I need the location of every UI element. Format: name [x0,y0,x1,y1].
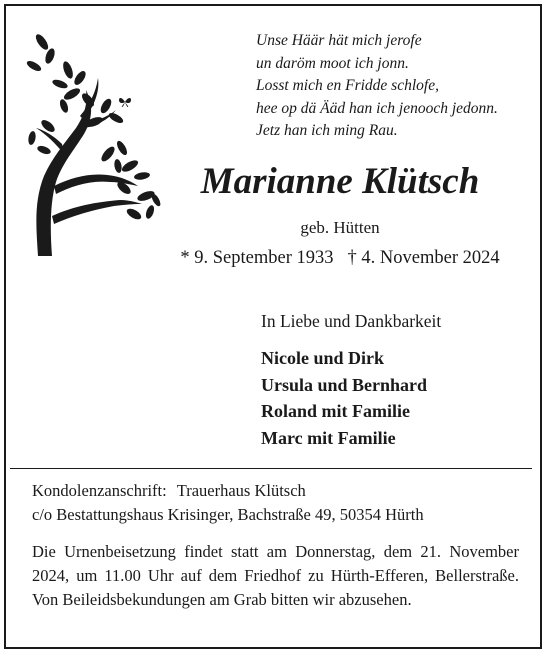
poem-line: Losst mich en Fridde schlofe, [256,77,439,94]
mourner-entry: Ursula und Bernhard [261,374,428,395]
tree-with-leaves-icon [24,26,164,258]
birth-date: * 9. September 1933 [180,248,334,268]
funeral-notice: Die Urnenbeisetzung findet statt am Donnerstag, dem 21. November 2024, um 11.00 Uhr auf dem Friedhof zu Hürth-Efferen, Bellerstraße. Von Beileidsbekundungen am Grab bitten wir abzusehen. [32,542,519,609]
maiden-name: geb. Hütten [300,218,380,237]
condolence-recipient: Trauerhaus Klütsch [176,481,306,500]
condolence-address [32,479,512,527]
poem-line: Unse Häär hät mich jerofe [256,32,422,49]
poem [256,30,536,143]
condolence-street: c/o Bestattungshaus Krisinger, Bachstraße 49, 50354 Hürth [32,505,424,524]
mourner-entry: Nicole und Dirk [261,348,385,368]
thanks-line: In Liebe und Dankbarkeit [261,311,442,331]
mourners-list [261,345,427,451]
death-date: † 4. November 2024 [347,248,500,268]
mourner-entry: Roland mit Familie [261,401,410,421]
butterfly-icon [118,96,132,108]
life-dates [160,248,520,269]
poem-line: hee op dä Ääd han ich jenooch jedonn. [256,99,498,117]
section-divider [10,468,532,469]
deceased-name: Marianne Klütsch [200,161,480,202]
poem-line: un daröm moot ich jonn. [256,54,409,72]
mourner-entry: Marc mit Familie [261,427,396,448]
condolence-label: Kondolenzanschrift: [32,481,167,500]
poem-line: Jetz han ich ming Rau. [256,122,398,139]
